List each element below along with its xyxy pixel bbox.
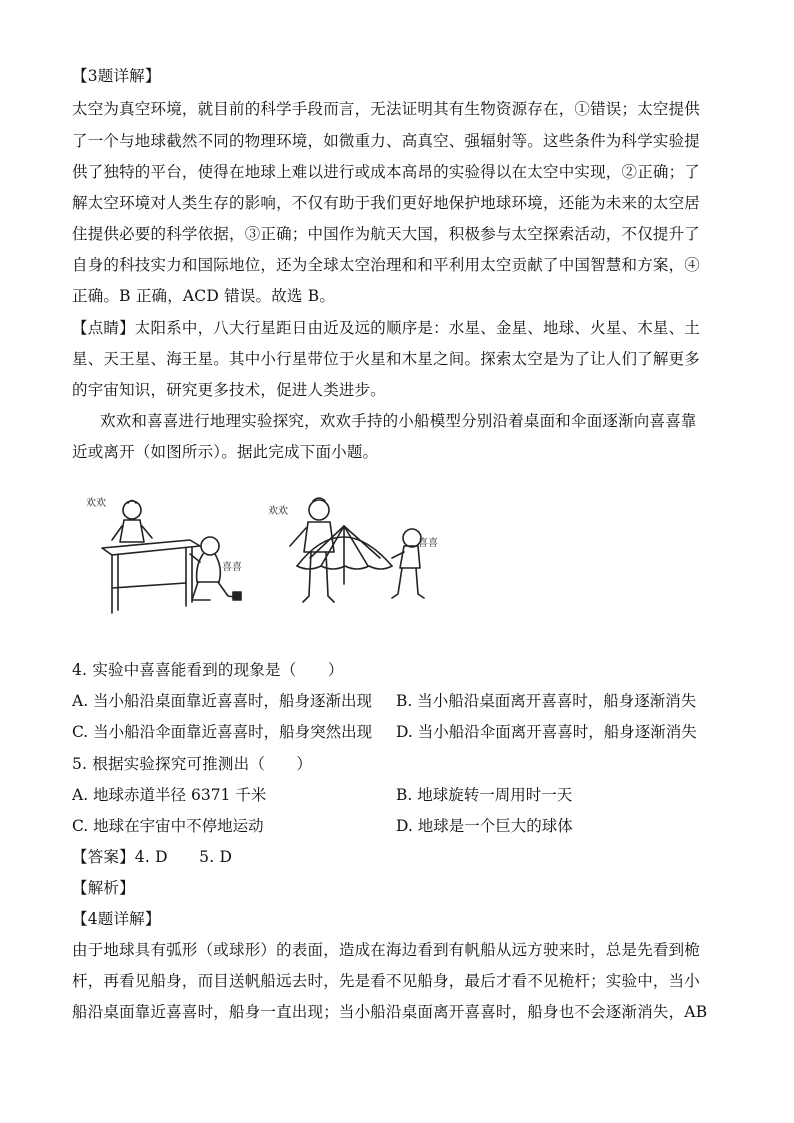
- table-illustration: [102, 501, 241, 614]
- q4-option-d[interactable]: D. 当小船沿伞面离开喜喜时，船身逐渐消失: [396, 723, 697, 741]
- section4-line-3: 船沿桌面靠近喜喜时，船身一直出现；当小船沿桌面离开喜喜时，船身也不会逐渐消失，AB: [72, 1003, 708, 1021]
- dianjing-line-3: 的宇宙知识，研究更多技术，促进人类进步。: [72, 381, 387, 399]
- analysis-heading: 【解析】: [72, 879, 135, 897]
- dianjing-line-2: 星、天王星、海王星。其中小行星带位于火星和木星之间。探索太空是为了让人们了解更多: [72, 350, 701, 368]
- answer-line: 【答案】4. D 5. D: [72, 848, 233, 866]
- section4-line-1: 由于地球具有弧形（或球形）的表面，造成在海边看到有帆船从远方驶来时，总是先看到桅: [72, 941, 701, 959]
- section4-heading: 【4题详解】: [72, 910, 161, 928]
- experiment-figure: [82, 488, 452, 628]
- q5-option-c[interactable]: C. 地球在宇宙中不停地运动: [72, 817, 264, 835]
- q5-stem: 5. 根据实验探究可推测出（ ）: [72, 755, 313, 773]
- section3-line-2: 了一个与地球截然不同的物理环境，如微重力、高真空、强辐射等。这些条件为科学实验提: [72, 132, 701, 150]
- q4-option-b[interactable]: B. 当小船沿桌面离开喜喜时，船身逐渐消失: [396, 692, 697, 710]
- section4-line-2: 杆，再看见船身，而目送帆船远去时，先是看不见船身，最后才看不见桅杆；实验中，当小: [72, 972, 701, 990]
- label-xixi-2: 喜喜: [418, 538, 438, 549]
- label-xixi-1: 喜喜: [222, 562, 242, 573]
- q5-option-a[interactable]: A. 地球赤道半径 6371 千米: [72, 786, 267, 804]
- q5-option-d[interactable]: D. 地球是一个巨大的球体: [396, 817, 573, 835]
- intro-line-1: 欢欢和喜喜进行地理实验探究，欢欢手持的小船模型分别沿着桌面和伞面逐渐向喜喜靠: [100, 412, 697, 430]
- q4-option-a[interactable]: A. 当小船沿桌面靠近喜喜时，船身逐渐出现: [72, 692, 373, 710]
- section3-line-5: 住提供必要的科学依据，③正确；中国作为航天大国，积极参与太空探索活动，不仅提升了: [72, 225, 701, 243]
- umbrella-illustration: [290, 498, 424, 602]
- section3-line-1: 太空为真空环境，就目前的科学手段而言，无法证明其有生物资源存在，①错误；太空提供: [72, 100, 701, 118]
- q5-option-b[interactable]: B. 地球旋转一周用时一天: [396, 786, 573, 804]
- section3-line-3: 供了独特的平台，使得在地球上难以进行或成本高昂的实验得以在太空中实现，②正确；了: [72, 163, 701, 181]
- q4-option-c[interactable]: C. 当小船沿伞面靠近喜喜时，船身突然出现: [72, 723, 373, 741]
- section3-line-4: 解太空环境对人类生存的影响，不仅有助于我们更好地保护地球环境，还能为未来的太空居: [72, 194, 701, 212]
- section3-line-6: 自身的科技实力和国际地位，还为全球太空治理和和平利用太空贡献了中国智慧和方案，④: [72, 256, 701, 274]
- label-huanhuan-2: 欢欢: [268, 506, 288, 517]
- dianjing-line-1: 【点睛】太阳系中，八大行星距日由近及远的顺序是：水星、金星、地球、火星、木星、土: [72, 319, 701, 337]
- intro-line-2: 近或离开（如图所示）。据此完成下面小题。: [72, 443, 379, 461]
- section3-heading: 【3题详解】: [72, 67, 161, 85]
- section3-line-7: 正确。B 正确，ACD 错误。故选 B。: [72, 287, 336, 305]
- q4-stem: 4. 实验中喜喜能看到的现象是（ ）: [72, 661, 344, 679]
- label-huanhuan-1: 欢欢: [86, 498, 106, 509]
